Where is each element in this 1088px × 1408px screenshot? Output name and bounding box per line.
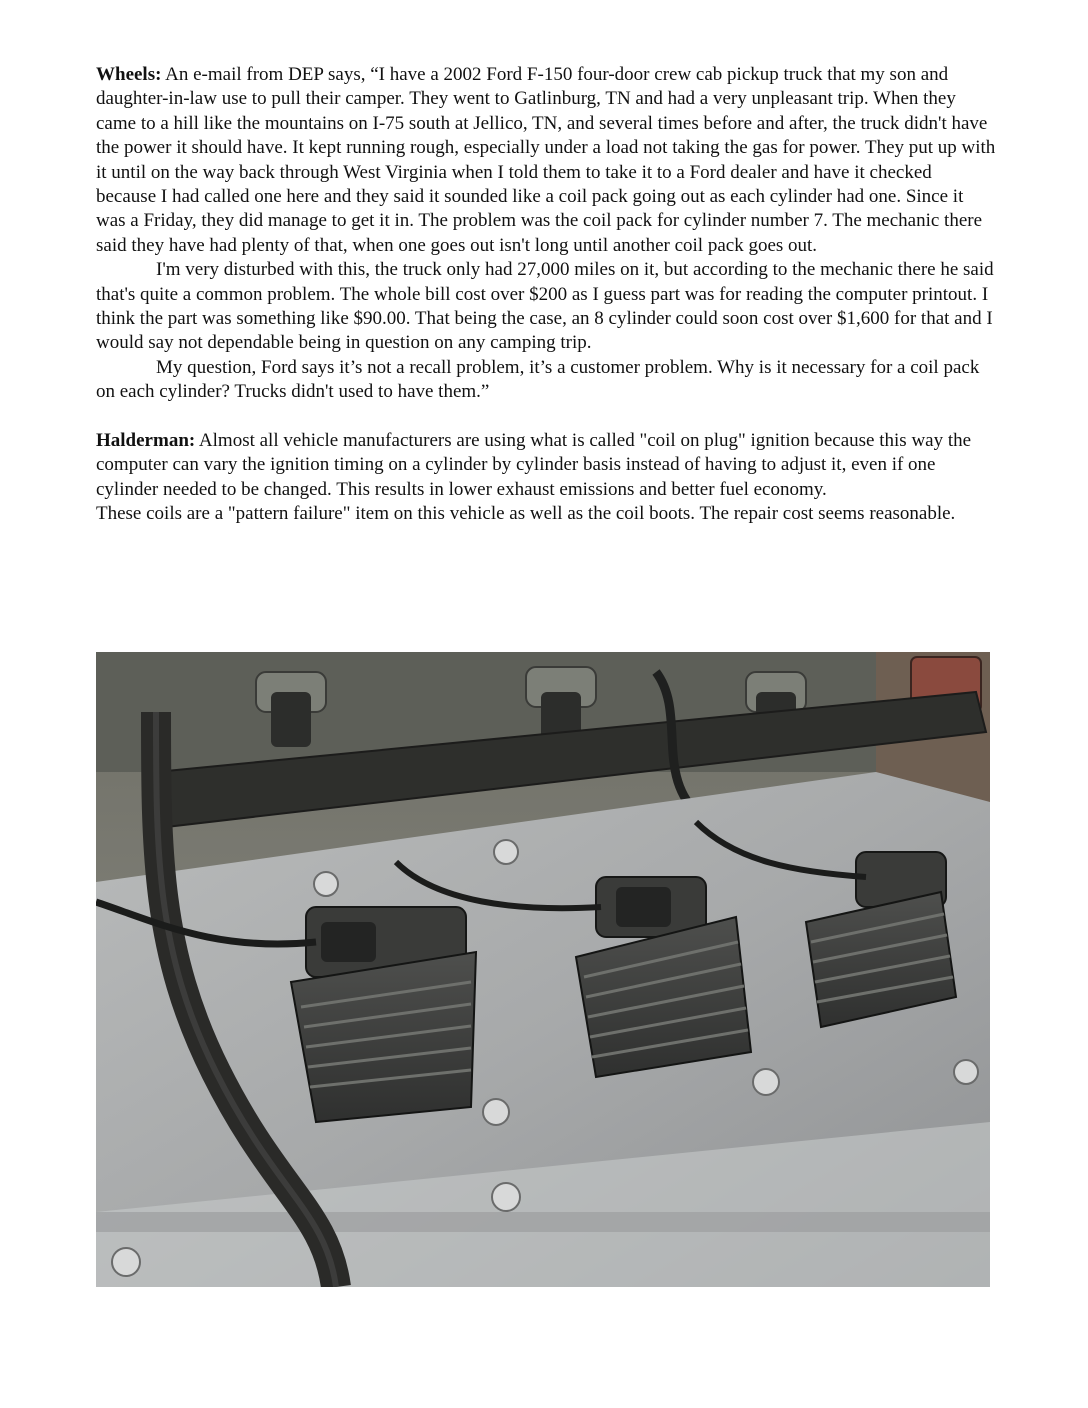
paragraph-text: An e-mail from DEP says, “I have a 2002 Ford F-150 four-door crew cab pickup truck that my son and daughter-in-law use to pull their camper. They went to Gatlinburg, TN and had a very unpleasant trip. When they came to a hill like the mountains on I-75 south at Jellico, TN, and several times before and after, the truck didn't have the power it should have. It kept running rough, especially under a load not taking the gas for power. They put up with it until on the way back through West Virginia when I told them to take it to a Ford dealer and have it checked because I had called one here and they said it sounded like a coil pack going out as each cylinder had one. Since it was a Friday, they did manage to get it in. The problem was the coil pack for cylinder number 7. The mechanic there said they have had plenty of that, when one goes out isn't long until another coil pack goes out. — [96, 64, 996, 256]
paragraph-spacer — [96, 405, 996, 429]
paragraph-text: Almost all vehicle manufacturers are using what is called "coil on plug" ignition because this way the computer can vary the ignition timing on a cylinder by cylinder basis instead of having to adjust it, even if one cylinder needed to be changed. This results in lower exhaust emissions and better fuel economy. — [96, 429, 972, 500]
article-body — [96, 63, 996, 526]
paragraph-question — [96, 356, 996, 405]
paragraph-halderman-answer — [96, 429, 996, 502]
paragraph-cost-complaint — [96, 258, 996, 356]
paragraph-text: My question, Ford says it’s not a recall problem, it’s a customer problem. Why is it necessary for a coil pack on each cylinder? Trucks didn't used to have them.” — [96, 356, 980, 403]
paragraph-wheels-question — [96, 63, 996, 258]
engine-photo-illustration — [96, 652, 990, 1287]
engine-coil-packs-photo — [96, 652, 990, 1287]
paragraph-text: I'm very disturbed with this, the truck only had 27,000 miles on it, but according to the mechanic there he said that's quite a common problem. The whole bill cost over $200 as I guess part was for reading the computer printout. I think the part was something like $90.00. That being the case, an 8 cylinder could soon cost over $1,600 for that and I would say not dependable being in question on any camping trip. — [96, 259, 994, 354]
speaker-label-wheels: Wheels: — [96, 64, 162, 85]
paragraph-pattern-failure — [96, 502, 996, 526]
paragraph-text: These coils are a "pattern failure" item on this vehicle as well as the coil boots. The repair cost seems reasonable. — [96, 502, 956, 524]
speaker-label-halderman: Halderman: — [96, 429, 196, 451]
coil-pack-left — [291, 907, 476, 1122]
